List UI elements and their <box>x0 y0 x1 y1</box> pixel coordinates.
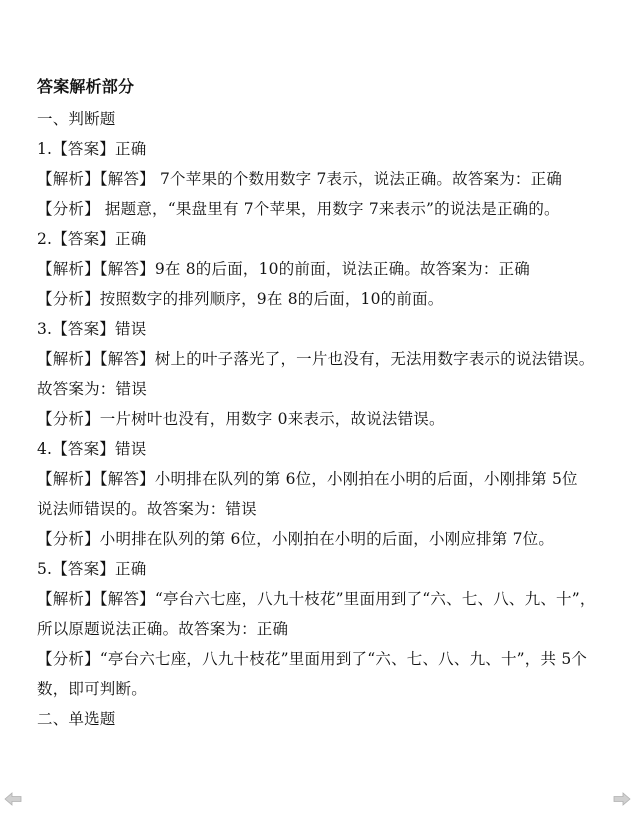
text-line: 5.【答案】正确 <box>37 560 147 578</box>
text-line: 2.【答案】正确 <box>37 230 147 248</box>
text-line: 【分析】 据题意，“果盘里有 7个苹果，用数字 7来表示”的说法是正确的。 <box>37 200 560 218</box>
text-line: 3.【答案】错误 <box>37 320 147 338</box>
text-line: 4.【答案】错误 <box>37 440 147 458</box>
text-line: 二、单选题 <box>37 710 116 728</box>
arrow-left-icon[interactable] <box>4 792 22 806</box>
text-line: 故答案为：错误 <box>37 380 147 398</box>
text-line: 数，即可判断。 <box>37 680 147 698</box>
text-line: 【分析】小明排在队列的第 6位，小刚拍在小明的后面，小刚应排第 7位。 <box>37 530 555 548</box>
answer-document <box>37 70 607 734</box>
text-line: 【解析】【解答】9在 8的后面，10的前面，说法正确。故答案为：正确 <box>37 260 530 278</box>
text-line: 所以原题说法正确。故答案为：正确 <box>37 620 289 638</box>
text-line: 说法师错误的。故答案为：错误 <box>37 500 257 518</box>
text-line: 【解析】【解答】树上的叶子落光了，一片也没有，无法用数字表示的说法错误。 <box>37 350 595 368</box>
text-line: 【解析】【解答】 7个苹果的个数用数字 7表示，说法正确。故答案为：正确 <box>37 170 563 188</box>
text-line: 【解析】【解答】小明排在队列的第 6位，小刚拍在小明的后面，小刚排第 5位 <box>37 470 578 488</box>
text-line: 1.【答案】正确 <box>37 140 147 158</box>
text-line: 【分析】一片树叶也没有，用数字 0来表示，故说法错误。 <box>37 410 445 428</box>
text-line: 【分析】“亭台六七座，八九十枝花”里面用到了“六、七、八、九、十”，共 5个 <box>37 650 588 668</box>
section-heading: 答案解析部分 <box>37 77 135 96</box>
text-line: 一、判断题 <box>37 110 116 128</box>
text-line: 【分析】按照数字的排列顺序，9在 8的后面，10的前面。 <box>37 290 444 308</box>
arrow-right-icon[interactable] <box>613 792 631 806</box>
text-line: 【解析】【解答】“亭台六七座，八九十枝花”里面用到了“六、七、八、九、十”， <box>37 590 596 608</box>
